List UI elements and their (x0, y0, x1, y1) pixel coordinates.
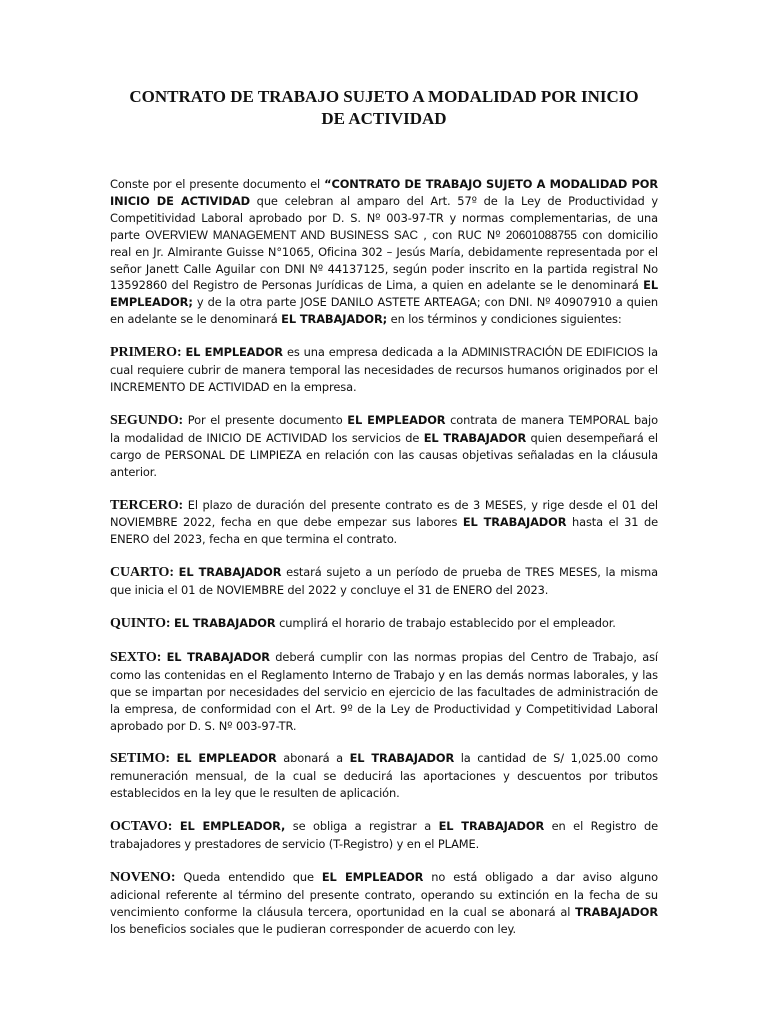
text-segment: la cual requiere cubrir de manera temporal las necesidades de recursos humanos originados por el INCREMENTO DE ACTIVIDAD en la empresa. (110, 345, 658, 394)
text-segment: en los términos y condiciones siguientes: (387, 312, 622, 327)
bold-text: EL TRABAJADOR (423, 430, 527, 445)
document-body (110, 176, 658, 954)
text-segment: los beneficios sociales que le pudieran corresponder de acuerdo con ley. (110, 921, 517, 936)
bold-text: EL EMPLEADOR (321, 870, 424, 884)
text-segment: no está obligado a dar aviso alguno adicional referente al término del presente contrato, operando su extinción en la fecha de su vencimiento conforme la cláusula tercera, oportunidad en la cual se abonará al (110, 870, 658, 919)
clause-paragraph (110, 344, 658, 396)
text-segment: estará sujeto a un período de prueba de TRES MESES, la misma que inicia el 01 de NOVIEMBRE del 2022 y concluye el 31 de ENERO del 2023. (110, 565, 658, 598)
clause-heading: CUARTO: (110, 565, 174, 581)
bold-text: “CONTRATO DE TRABAJO SUJETO A MODALIDAD POR INICIO DE ACTIVIDAD (110, 177, 659, 208)
text-segment: Por el presente documento (183, 412, 348, 427)
clause-heading: SEXTO: (110, 649, 162, 665)
text-segment: quien desempeñará el cargo de PERSONAL DE LIMPIEZA en relación con las causas objetivas señaladas en la cláusula anterior. (110, 430, 658, 479)
clause-heading: PRIMERO: (110, 345, 182, 361)
clause-heading: SETIMO: (110, 751, 170, 767)
text-segment: Queda entendido que (175, 870, 322, 884)
text-segment: Conste por el presente documento el (110, 177, 325, 191)
document-title (110, 86, 658, 130)
bold-text: EL TRABAJADOR (174, 616, 276, 631)
text-segment: es una empresa dedicada a la (282, 345, 462, 360)
clauses-list (110, 344, 658, 937)
text-segment: en el Registro de trabajadores y prestadores de servicio (T-Registro) y en el PLAME. (110, 819, 658, 852)
bold-text: EL TRABAJADOR; (281, 312, 388, 327)
bold-text: EL EMPLEADOR (176, 751, 277, 766)
text-segment: OVERVIEW MANAGEMENT AND BUSINESS SAC (145, 227, 418, 242)
clause-heading: QUINTO: (110, 616, 171, 632)
clause-paragraph (110, 750, 658, 802)
text-segment: ADMINISTRACIÓN DE EDIFICIOS (461, 345, 645, 360)
text-segment: y de la otra parte JOSE DANILO ASTETE ARTEAGA; con DNI. Nº 40907910 a quien en adelante se le denominará (110, 295, 658, 327)
title-line-1: CONTRATO DE TRABAJO SUJETO A MODALIDAD POR INICIO (129, 87, 639, 106)
clause-heading: NOVENO: (110, 870, 176, 885)
text-segment: se obliga a registrar a (285, 819, 439, 834)
clause-heading: OCTAVO: (110, 819, 173, 835)
text-segment: contrata de manera TEMPORAL bajo la modalidad de INICIO DE ACTIVIDAD los servicios de (110, 412, 658, 445)
text-segment: abonará a (276, 751, 350, 766)
clause-paragraph (110, 412, 658, 481)
text-segment: , con RUC Nº (417, 227, 506, 242)
clause-paragraph (110, 497, 658, 549)
bold-text: EL TRABAJADOR (349, 751, 455, 766)
text-segment: hasta el 31 de ENERO del 2023, fecha en que termina el contrato. (110, 515, 658, 547)
clause-paragraph (110, 869, 658, 938)
bold-text: TRABAJADOR (575, 904, 658, 919)
bold-text: EL TRABAJADOR (178, 565, 282, 580)
clause-paragraph (110, 818, 658, 853)
clause-paragraph (110, 649, 658, 735)
text-segment: 20601088755 (505, 227, 577, 242)
bold-text: EL EMPLEADOR (185, 345, 283, 360)
clause-paragraph (110, 615, 658, 633)
text-segment (172, 819, 180, 833)
bold-text: EL EMPLEADOR (347, 412, 446, 427)
bold-text: EL EMPLEADOR, (179, 819, 286, 834)
text-segment: deberá cumplir con las normas propias del Centro de Trabajo, así como las contenidas en el Reglamento Interno de Trabajo y en las demás normas laborales, y las que se impartan por necesidades del servicio en ejercicio de las facultades de administración de la empresa, de conformidad con el Art. 9º de la Ley de Productividad y Competitividad Laboral aprobado por D. S. Nº 003-97-TR. (110, 649, 659, 733)
bold-text: EL EMPLEADOR; (110, 278, 658, 310)
text-segment (170, 751, 177, 765)
text-segment: la cantidad de S/ 1,025.00 como remuneración mensual, de la cual se deducirá las aportaciones y descuentos por tributos establecidos en la ley que le resulten de aplicación. (110, 751, 658, 801)
clause-heading: SEGUNDO: (110, 412, 184, 428)
text-segment: con domicilio real en Jr. Almirante Guisse N°1065, Oficina 302 – Jesús María, debidamente representada por el señor Janett Calle Aguilar con DNI Nº 44137125, según poder inscrito en la partida registral No 13592860 del Registro de Personas Jurídicas de Lima, a quien en adelante se le denominará (110, 227, 659, 293)
text-segment: cumplirá el horario de trabajo establecido por el empleador. (275, 616, 616, 631)
bold-text: EL TRABAJADOR (438, 819, 545, 834)
bold-text: EL TRABAJADOR (166, 649, 270, 664)
text-segment: que celebran al amparo del Art. 57º de la Ley de Productividad y Competitividad Laboral aprobado por D. S. Nº 003-97-TR y normas complementarias, de una parte (110, 193, 658, 242)
title-line-2: DE ACTIVIDAD (321, 109, 447, 128)
bold-text: EL TRABAJADOR (462, 515, 567, 530)
intro-paragraph (110, 176, 658, 328)
clause-paragraph (110, 564, 658, 599)
clause-heading: TERCERO: (110, 497, 184, 513)
text-segment: El plazo de duración del presente contrato es de 3 MESES, y rige desde el 01 del NOVIEMBRE 2022, fecha en que debe empezar sus labores (110, 497, 658, 530)
